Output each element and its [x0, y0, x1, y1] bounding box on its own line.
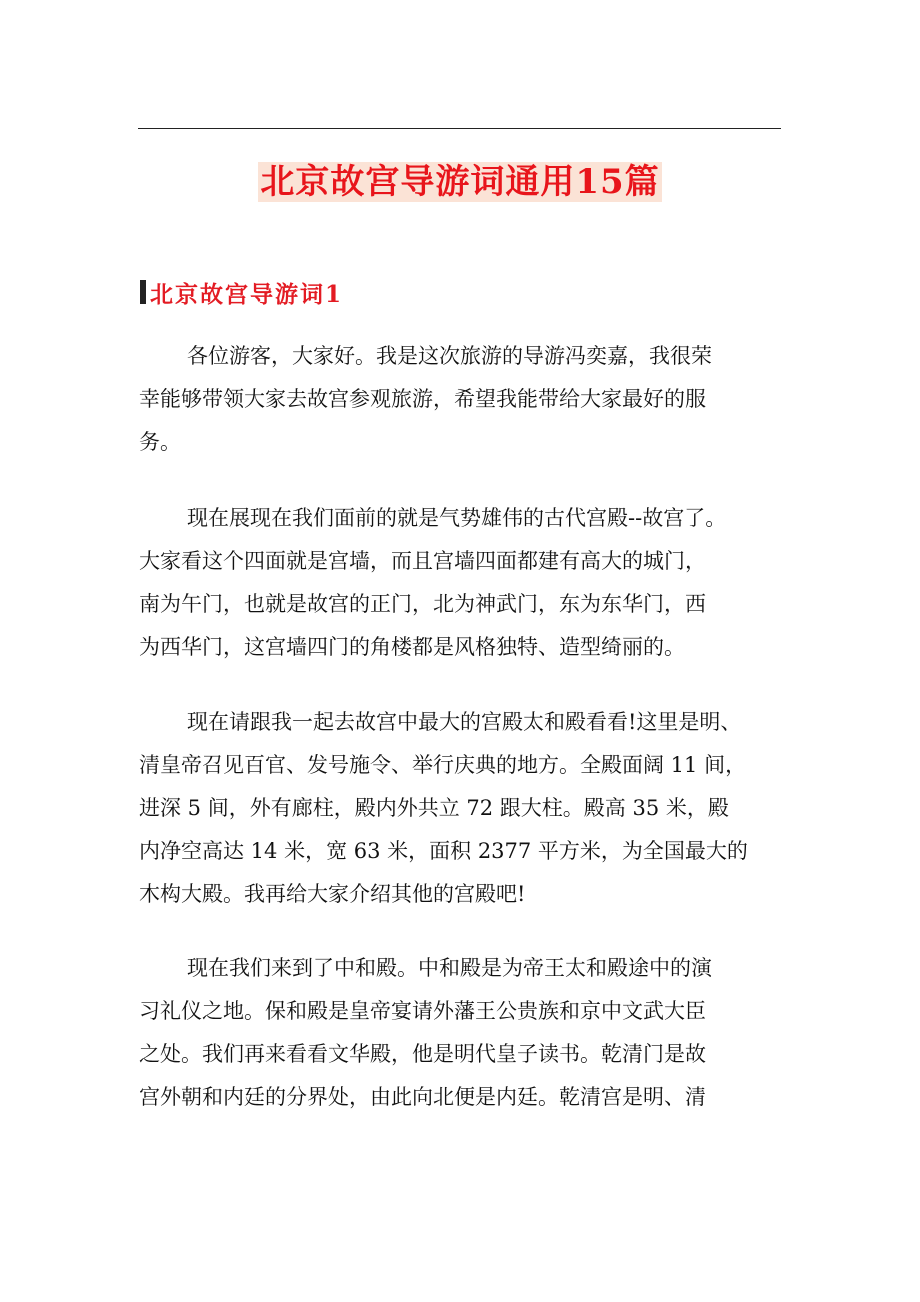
- paragraph-3: [139, 701, 799, 916]
- paragraph-line: 幸能够带领大家去故宫参观旅游，希望我能带给大家最好的服: [139, 387, 706, 411]
- paragraph-line: 务。: [139, 430, 181, 454]
- document-title-text: 北京故宫导游词通用15篇: [260, 162, 660, 202]
- paragraph-line: 清皇帝召见百官、发号施令、举行庆典的地方。全殿面阔 11 间，: [139, 753, 747, 777]
- paragraph-line: 现在请跟我一起去故宫中最大的宫殿太和殿看看!这里是明、: [187, 710, 742, 734]
- document-title: [0, 155, 920, 209]
- paragraph-4: [139, 947, 799, 1119]
- paragraph-line: 进深 5 间，外有廊柱，殿内外共立 72 跟大柱。殿高 35 米，殿: [139, 796, 729, 820]
- section-heading: [140, 274, 343, 310]
- section-heading-text: 北京故宫导游词1: [150, 280, 344, 308]
- paragraph-line: 各位游客，大家好。我是这次旅游的导游冯奕嘉，我很荣: [187, 344, 712, 368]
- paragraph-line: 内净空高达 14 米，宽 63 米，面积 2377 平方米，为全国最大的: [139, 839, 748, 863]
- paragraph-1: [139, 335, 799, 464]
- paragraph-line: 南为午门，也就是故宫的正门，北为神武门，东为东华门，西: [139, 592, 706, 616]
- paragraph-line: 现在展现在我们面前的就是气势雄伟的古代宫殿--故宫了。: [187, 506, 727, 530]
- top-divider: [138, 128, 781, 129]
- paragraph-2: [139, 497, 799, 669]
- paragraph-line: 为西华门，这宫墙四门的角楼都是风格独特、造型绮丽的。: [139, 635, 685, 659]
- paragraph-line: 宫外朝和内廷的分界处，由此向北便是内廷。乾清宫是明、清: [139, 1085, 706, 1109]
- paragraph-line: 之处。我们再来看看文华殿，他是明代皇子读书。乾清门是故: [139, 1042, 706, 1066]
- paragraph-line: 习礼仪之地。保和殿是皇帝宴请外藩王公贵族和京中文武大臣: [139, 999, 706, 1023]
- paragraph-line: 现在我们来到了中和殿。中和殿是为帝王太和殿途中的演: [187, 956, 712, 980]
- heading-marker-bar: [140, 280, 146, 304]
- paragraph-line: 大家看这个四面就是宫墙，而且宫墙四面都建有高大的城门，: [139, 549, 706, 573]
- paragraph-line: 木构大殿。我再给大家介绍其他的宫殿吧!: [139, 882, 526, 906]
